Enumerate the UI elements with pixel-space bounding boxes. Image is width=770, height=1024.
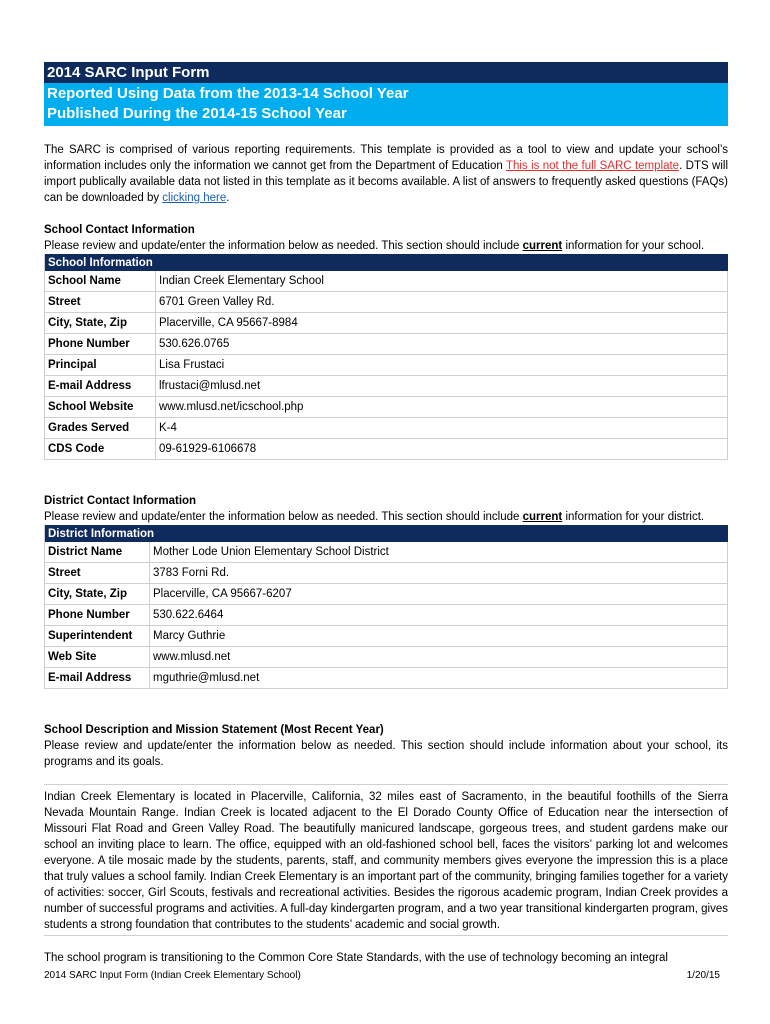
- description-instructions: Please review and update/enter the information below as needed. This section should include information about your school, its programs and its goals.: [44, 740, 728, 768]
- field-value[interactable]: Indian Creek Elementary School: [156, 271, 728, 292]
- field-value[interactable]: 530.622.6464: [150, 605, 728, 626]
- field-label: District Name: [45, 542, 150, 563]
- instr-text: Please review and update/enter the information below as needed. This section should include: [44, 240, 523, 252]
- table-row: [45, 355, 728, 376]
- instr-text: Please review and update/enter the information below as needed. This section should include: [44, 511, 523, 523]
- intro-text-1: The SARC is comprised of various reporting requirements. This template is provided as a tool to view and update your school’s information includes only the information we cannot get from the Department of Education: [44, 144, 728, 172]
- field-label: Grades Served: [45, 418, 156, 439]
- school-info-header: School Information: [45, 254, 728, 271]
- not-full-template-note: This is not the full SARC template: [505, 160, 680, 172]
- field-value[interactable]: K-4: [156, 418, 728, 439]
- instr-text: information for your school.: [562, 240, 705, 252]
- field-label: Street: [45, 563, 150, 584]
- document-page: [44, 62, 728, 966]
- intro-text-2: . DTS will import publically available data not listed in this template as it becoms available. A list of answers to frequently asked questions (FAQs) can be downloaded by: [44, 160, 729, 204]
- field-label: Superintendent: [45, 626, 150, 647]
- field-value[interactable]: 6701 Green Valley Rd.: [156, 292, 728, 313]
- table-row: [45, 542, 728, 563]
- description-paragraph-2: The school program is transitioning to the Common Core State Standards, with the use of technology becoming an integral: [44, 952, 668, 964]
- table-row: [45, 668, 728, 689]
- field-label: E-mail Address: [45, 668, 150, 689]
- header-title: 2014 SARC Input Form: [44, 62, 728, 83]
- header-subtitle-published: Published During the 2014-15 School Year: [44, 104, 728, 126]
- table-row: [45, 418, 728, 439]
- footer-date: 1/20/15: [686, 970, 720, 981]
- field-value[interactable]: www.mlusd.net/icschool.php: [156, 397, 728, 418]
- table-row: [45, 605, 728, 626]
- description-paragraph-1: Indian Creek Elementary is located in Placerville, California, 32 miles east of Sacramento, in the beautiful foothills of the Sierra Nevada Mountain Range. Indian Creek is located adjacent to the El Dorado County Office of Education near the intersection of Missouri Flat Road and Green Valley Road. The beautifully manicured landscape, gorgeous trees, and student gardens make our school an inviting place to learn. The office, equipped with an old-fashioned school bell, faces the visitors’ parking lot and welcomes everyone. A tile mosaic made by the students, parents, staff, and community members gives everyone the impression this is a place that truly values a school family. Indian Creek Elementary is an important part of the community, bringing families together for a variety of activities: soccer, Girl Scouts, festivals and recreational activities. Besides the rigorous academic program, Indian Creek provides a number of successful programs and activities. A full-day kindergarten program, and a two year transitional kindergarten program, gives students a strong foundation that contributes to the students’ academic and social growth.: [44, 791, 728, 931]
- table-row: [45, 584, 728, 605]
- table-row: [45, 313, 728, 334]
- table-row: [45, 292, 728, 313]
- field-label: Web Site: [45, 647, 150, 668]
- field-value[interactable]: lfrustaci@mlusd.net: [156, 376, 728, 397]
- field-label: E-mail Address: [45, 376, 156, 397]
- field-label: City, State, Zip: [45, 313, 156, 334]
- field-value[interactable]: Marcy Guthrie: [150, 626, 728, 647]
- district-info-table: [44, 525, 728, 689]
- school-info-table: [44, 254, 728, 460]
- field-label: CDS Code: [45, 439, 156, 460]
- instr-emphasis: current: [522, 511, 563, 523]
- table-row: [45, 626, 728, 647]
- field-value[interactable]: Lisa Frustaci: [156, 355, 728, 376]
- faq-link[interactable]: clicking here: [162, 192, 227, 204]
- district-contact-instructions: [44, 509, 728, 525]
- field-label: School Website: [45, 397, 156, 418]
- district-info-header: District Information: [45, 525, 728, 542]
- header-subtitle-reported: Reported Using Data from the 2013-14 School Year: [44, 83, 728, 104]
- table-row: [45, 376, 728, 397]
- field-label: City, State, Zip: [45, 584, 150, 605]
- field-value[interactable]: 530.626.0765: [156, 334, 728, 355]
- table-row: [45, 271, 728, 292]
- table-row: [45, 647, 728, 668]
- field-value[interactable]: Placerville, CA 95667-6207: [150, 584, 728, 605]
- field-value[interactable]: 09-61929-6106678: [156, 439, 728, 460]
- field-label: Street: [45, 292, 156, 313]
- page-footer: [44, 970, 720, 981]
- intro-paragraph: [44, 142, 728, 206]
- field-value[interactable]: 3783 Forni Rd.: [150, 563, 728, 584]
- field-label: Phone Number: [45, 334, 156, 355]
- intro-text-3: .: [226, 192, 230, 204]
- field-label: School Name: [45, 271, 156, 292]
- field-label: Phone Number: [45, 605, 150, 626]
- description-title: School Description and Mission Statement (Most Recent Year): [44, 724, 384, 736]
- footer-title: 2014 SARC Input Form (Indian Creek Elementary School): [44, 970, 301, 981]
- field-value[interactable]: Mother Lode Union Elementary School District: [150, 542, 728, 563]
- table-row: [45, 397, 728, 418]
- instr-text: information for your district.: [562, 511, 705, 523]
- field-value[interactable]: Placerville, CA 95667-8984: [156, 313, 728, 334]
- field-label: Principal: [45, 355, 156, 376]
- table-row: [45, 439, 728, 460]
- district-contact-title: District Contact Information: [44, 495, 197, 507]
- school-contact-title: School Contact Information: [44, 224, 195, 236]
- form-header: [44, 62, 728, 126]
- field-value[interactable]: www.mlusd.net: [150, 647, 728, 668]
- field-value[interactable]: mguthrie@mlusd.net: [150, 668, 728, 689]
- table-row: [45, 563, 728, 584]
- instr-emphasis: current: [522, 240, 563, 252]
- description-text-box[interactable]: [44, 784, 728, 936]
- school-contact-instructions: [44, 238, 728, 254]
- table-row: [45, 334, 728, 355]
